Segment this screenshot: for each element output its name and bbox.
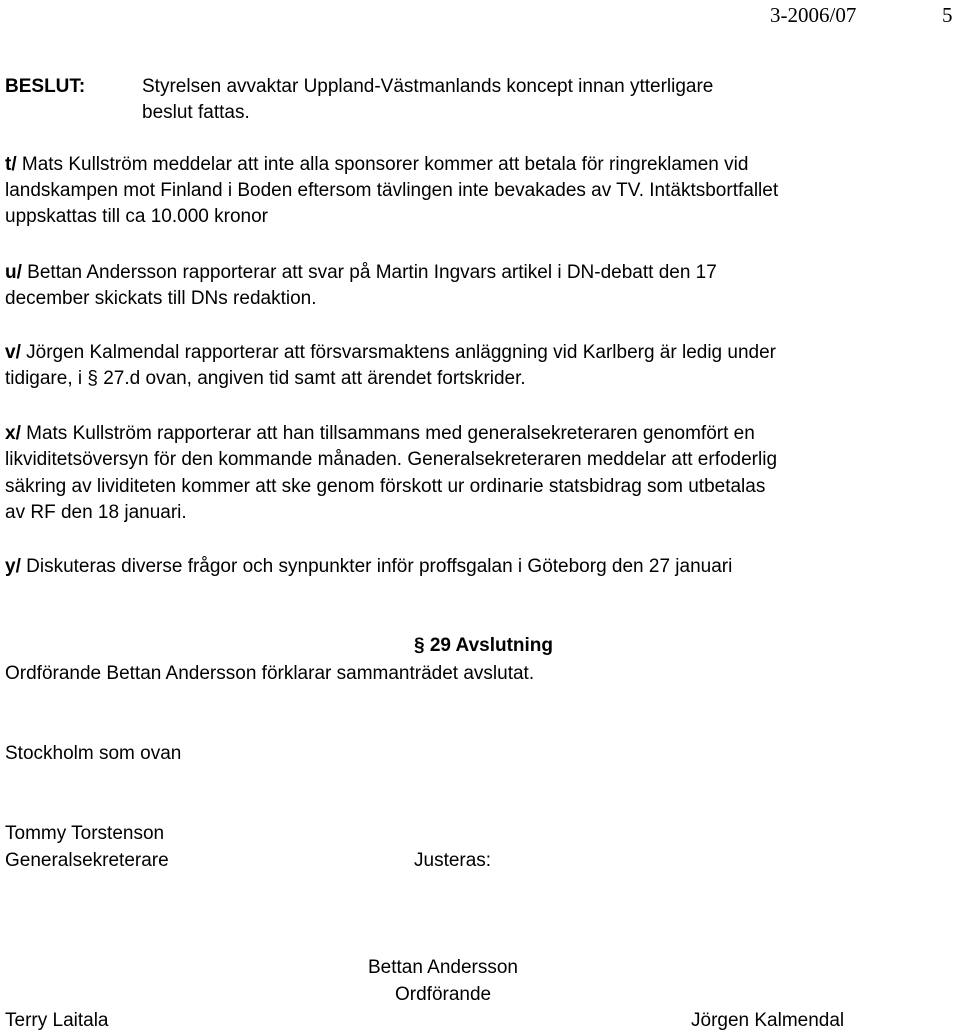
item-x-line2: likviditetsöversyn för den kommande månaden. Generalsekreteraren meddelar att erfoderlig [5,449,778,470]
item-v-line2: tidigare, i § 27.d ovan, angiven tid samt att ärendet fortskrider. [5,368,526,389]
item-t-line2: landskampen mot Finland i Boden eftersom tävlingen inte bevakades av TV. Intäktsbortfallet [5,180,779,201]
chair-name: Bettan Andersson [368,957,518,978]
secretary-title: Generalsekreterare [5,850,169,871]
item-v-line1: v/ Jörgen Kalmendal rapporterar att försvarsmaktens anläggning vid Karlberg är ledig under [5,342,776,363]
document-reference: 3-2006/07 [770,3,857,27]
signer-left: Terry Laitala [5,1010,109,1031]
beslut-label: BESLUT: [5,76,86,97]
item-t-line1: t/ Mats Kullström meddelar att inte alla sponsorer kommer att betala för ringreklamen vid [5,154,749,175]
item-t-marker: t/ [5,154,17,175]
item-x-line1: x/ Mats Kullström rapporterar att han tillsammans med generalsekreteraren genomfört en [5,423,755,444]
item-u-line1: u/ Bettan Andersson rapporterar att svar på Martin Ingvars artikel i DN-debatt den 17 [5,262,717,283]
beslut-text-line2: beslut fattas. [142,102,250,123]
item-t-line3: uppskattas till ca 10.000 kronor [5,206,268,227]
item-y-line1: y/ Diskuteras diverse frågor och synpunkter inför proffsgalan i Göteborg den 27 januari [5,556,733,577]
item-y-marker: y/ [5,556,21,577]
signer-right: Jörgen Kalmendal [691,1010,845,1031]
item-u-marker: u/ [5,262,22,283]
item-v-marker: v/ [5,342,21,363]
page-number: 5 [942,3,953,27]
item-x-line4: av RF den 18 januari. [5,502,187,523]
section-heading: § 29 Avslutning [414,635,554,656]
item-x-marker: x/ [5,423,21,444]
beslut-text-line1: Styrelsen avvaktar Uppland-Västmanlands koncept innan ytterligare [142,76,714,97]
secretary-name: Tommy Torstenson [5,823,165,844]
item-u-line2: december skickats till DNs redaktion. [5,288,317,309]
chair-title: Ordförande [395,984,492,1005]
justeras-label: Justeras: [414,850,492,871]
closing-place: Stockholm som ovan [5,743,182,764]
item-x-line3: säkring av lividiteten kommer att ske genom förskott ur ordinarie statsbidrag som utbetalas [5,476,766,497]
section-text: Ordförande Bettan Andersson förklarar sammanträdet avslutat. [5,663,535,684]
